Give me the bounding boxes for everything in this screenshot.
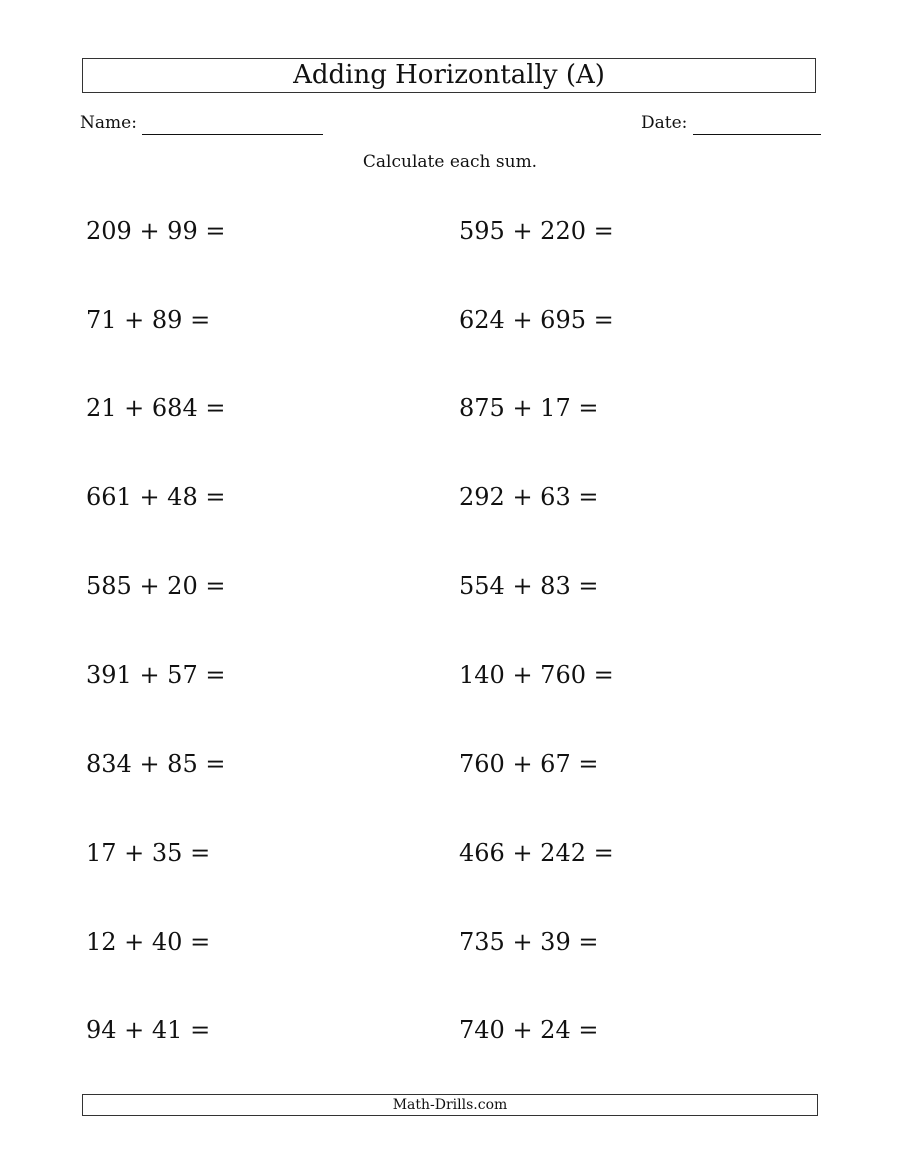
problem-right-8: 466 + 242 = [459,839,614,867]
problem-right-2: 624 + 695 = [459,306,614,334]
problem-left-5: 585 + 20 = [86,572,226,600]
problem-left-10: 94 + 41 = [86,1016,211,1044]
problem-right-4: 292 + 63 = [459,483,599,511]
problem-left-7: 834 + 85 = [86,750,226,778]
problem-left-2: 71 + 89 = [86,306,211,334]
problem-left-8: 17 + 35 = [86,839,211,867]
date-label: Date: [641,113,688,133]
problem-right-6: 140 + 760 = [459,661,614,689]
problem-left-6: 391 + 57 = [86,661,226,689]
problem-right-5: 554 + 83 = [459,572,599,600]
problem-right-3: 875 + 17 = [459,394,599,422]
problem-right-1: 595 + 220 = [459,217,614,245]
problem-right-10: 740 + 24 = [459,1016,599,1044]
problem-left-1: 209 + 99 = [86,217,226,245]
problem-left-4: 661 + 48 = [86,483,226,511]
problem-left-3: 21 + 684 = [86,394,226,422]
worksheet-title: Adding Horizontally (A) [82,58,816,93]
problem-right-7: 760 + 67 = [459,750,599,778]
name-label: Name: [80,113,137,133]
problem-right-9: 735 + 39 = [459,928,599,956]
footer: Math-Drills.com [82,1094,818,1116]
problem-left-9: 12 + 40 = [86,928,211,956]
instructions: Calculate each sum. [362,152,538,172]
